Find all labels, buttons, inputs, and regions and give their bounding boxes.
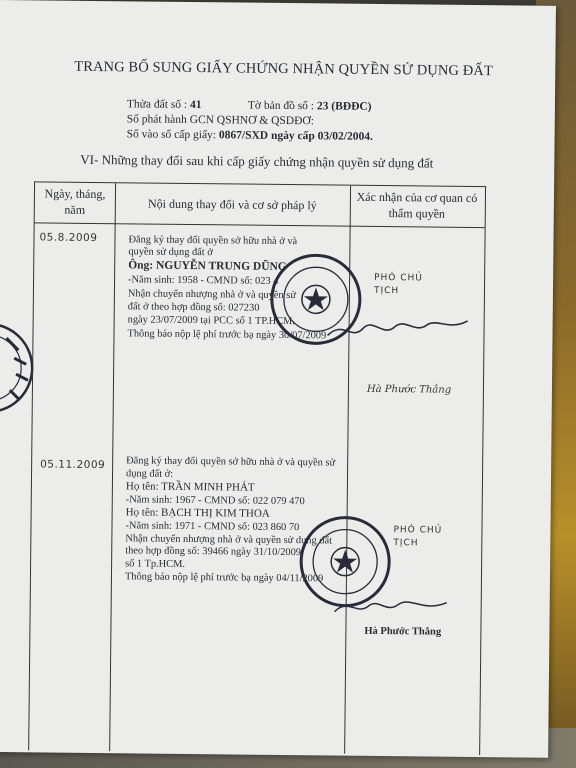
entry-1-date: 05.8.2009 (39, 231, 98, 245)
section-title: VI- Những thay đổi sau khi cấp giấy chứng nhận quyền sử dụng đất (80, 151, 434, 171)
entry-1-owner: Ông: NGUYỄN TRUNG DŨNG (128, 259, 287, 274)
parcel-label: Thửa đất số : (126, 98, 191, 111)
signature-1 (323, 313, 473, 345)
map-sheet-label: Tờ bản đồ số : (247, 99, 317, 113)
header-divider (35, 222, 485, 228)
entry-2-line: theo hợp đồng số: 39466 ngày 31/10/2009 (125, 545, 302, 559)
entry-2-line: Đăng ký thay đổi quyền sở hữu nhà ở và quyền sử (126, 455, 336, 469)
entry-2-owner-1: Họ tên: TRẦN MINH PHÁT (125, 480, 255, 494)
register-number (127, 128, 373, 143)
column-divider (109, 183, 116, 751)
changes-table (28, 181, 486, 755)
entry-1-stamp-text: PHÓ CHỦ TỊCH (373, 272, 423, 297)
parcel-value: 41 (189, 98, 202, 112)
map-sheet-number (248, 100, 372, 113)
entry-1-signer: Hà Phước Thắng (366, 383, 452, 396)
header-date: Ngày, tháng, năm (44, 186, 106, 217)
entry-1-line: Thông báo nộp lệ phí trước bạ ngày 30/07/2009 (127, 328, 327, 342)
entry-2-line: -Năm sinh: 1971 - CMND số: 023 860 70 (125, 520, 300, 534)
header-confirm: Xác nhận của cơ quan có thẩm quyền (356, 189, 478, 221)
entry-2-line: số 1 Tp.HCM. (125, 558, 186, 570)
entry-2-date: 05.11.2009 (40, 458, 106, 472)
entry-1-line: Nhận chuyển nhượng nhà ở và quyền sử (127, 288, 296, 302)
entry-1-line: -Năm sinh: 1958 - CMND số: 023 4 (128, 274, 279, 287)
entry-2-line: dụng đất ở: (125, 468, 174, 480)
entry-1-line: Đăng ký thay đổi quyền sở hữu nhà ở và (128, 234, 298, 248)
entry-1-line: đất ở theo hợp đồng số: 027230 (127, 301, 260, 314)
register-label: Số vào sổ cấp giấy: (126, 128, 219, 142)
entry-2-line: Nhận chuyển nhượng nhà ở và quyền sử dụng đất (125, 533, 333, 547)
header-content: Nội dung thay đổi và cơ sở pháp lý (147, 196, 317, 213)
entry-2-signer: Hà Phước Thắng (364, 625, 442, 638)
entry-1-line: ngày 23/07/2009 tại PCC số 1 TP.HCM. (127, 314, 295, 328)
issue-number: Số phát hành GCN QSHNƠ & QSDĐƠ: (126, 113, 315, 128)
entry-2-line: Thông báo nộp lệ phí trước bạ ngày 04/11/2009 (124, 571, 324, 585)
register-value: 0867/SXD ngày cấp 03/02/2004. (218, 129, 373, 143)
entry-1-line: quyền sử dụng đất ở (128, 246, 213, 259)
entry-2-stamp-text: PHÓ CHỦ TỊCH (393, 525, 443, 549)
entry-2-line: -Năm sinh: 1967 - CMND số: 022 079 470 (125, 494, 305, 508)
document-title: TRANG BỔ SUNG GIẤY CHỨNG NHẬN QUYỀN SỬ DỤNG ĐẤT (74, 58, 493, 80)
parcel-number (127, 98, 202, 111)
map-sheet-value: 23 (BĐĐC) (316, 100, 372, 113)
entry-2-owner-2: Họ tên: BẠCH THỊ KIM THOA (125, 506, 270, 520)
signature-2 (331, 593, 451, 620)
